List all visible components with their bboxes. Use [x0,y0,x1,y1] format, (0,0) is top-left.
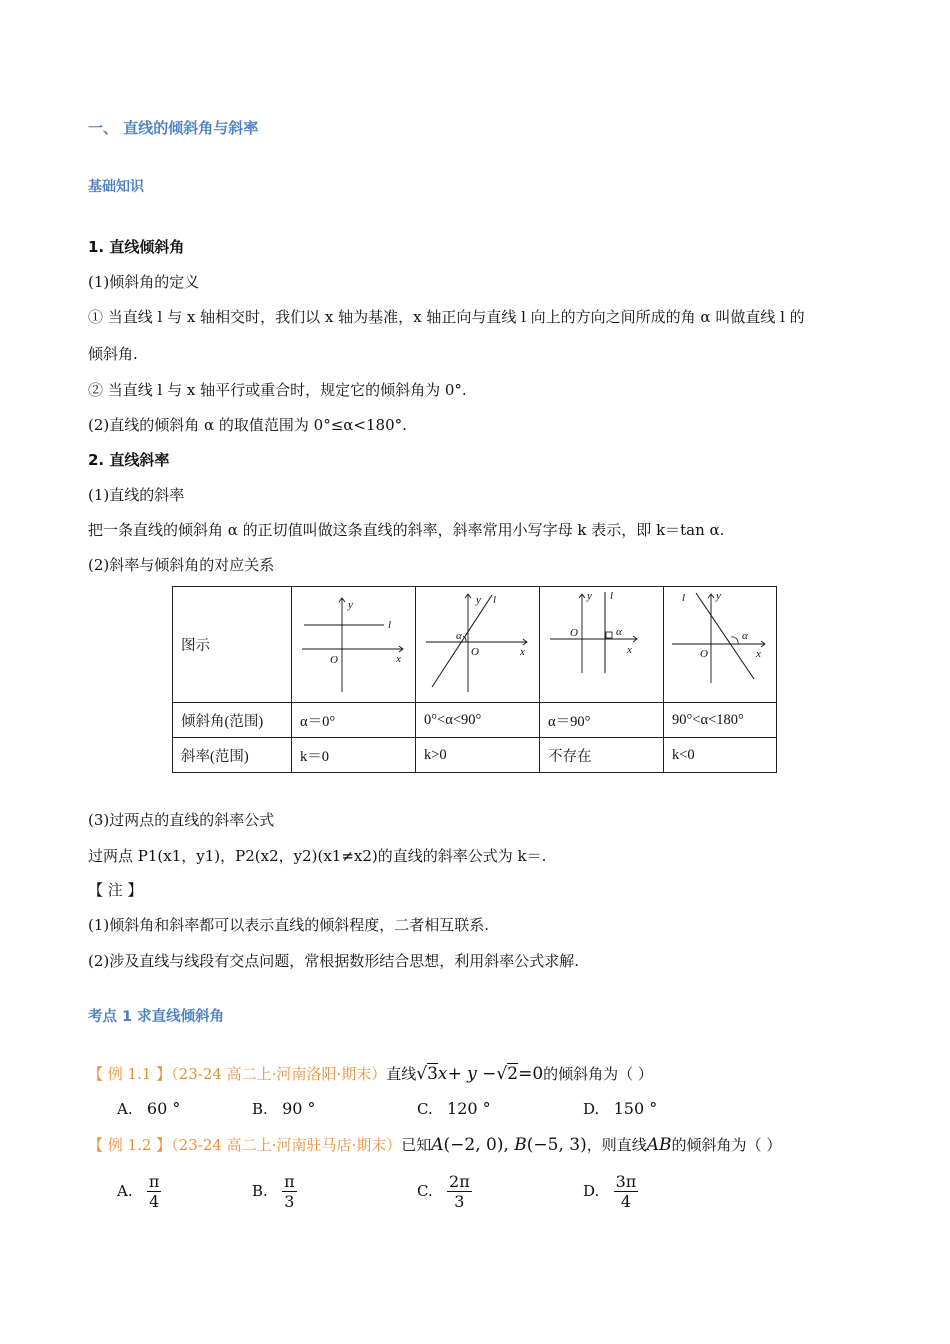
fig3-o-label: O [570,627,578,639]
fig3-x-label: x [627,644,632,656]
example-1-1 [88,1063,653,1084]
option-value: 120 ° [447,1099,491,1118]
angle-cell-3: α＝90° [540,703,664,738]
option-fraction: $\frac{3\pi}{4}$ [615,1172,637,1211]
ex2-option-c[interactable] [417,1172,472,1212]
fig4-l-label: l [682,592,686,604]
sqrt-icon: √ [496,1064,508,1084]
kp2-relation-label: (2)斜率与倾斜角的对应关系 [88,556,275,574]
ex2-post2: 的倾斜角为（ ） [671,1136,782,1154]
figure-cell-vertical [540,587,664,703]
fig3-alpha-label: α [616,626,622,638]
option-letter: B. [252,1182,268,1200]
slope-angle-table [172,586,777,773]
ex1-option-a[interactable] [117,1099,180,1118]
ex2-post: ，则直线 [586,1136,647,1154]
figure-cell-horizontal [292,587,416,703]
fig1-x-label: x [396,653,401,665]
ex2-point-a-coords: (−2, 0) [443,1135,504,1155]
ex1-mid2: + y − [447,1064,497,1084]
kp1-item1-line1: ① 当直线 l 与 x 轴相交时，我们以 x 轴为基准，x 轴正向与直线 l 向上的方向之间所成的角 α 叫做直线 l 的 [88,308,805,326]
fig2-y-label: y [476,594,481,606]
slope-cell-1: k＝0 [292,738,416,773]
fig1-l-label: l [388,619,392,631]
ex2-option-b[interactable] [252,1172,297,1212]
kaodian-title: 考点 1 求直线倾斜角 [88,1009,225,1025]
ex1-rad1: 3 [427,1064,438,1084]
kp1-item2: ② 当直线 l 与 x 轴平行或重合时，规定它的倾斜角为 0°. [88,381,467,399]
ex1-tag: 【 例 1.1 】 [88,1065,172,1083]
angle-cell-1: α＝0° [292,703,416,738]
fig4-y-label: y [716,590,721,602]
ex1-pre: 直线 [386,1065,417,1083]
option-letter: D. [583,1182,600,1200]
option-letter: C. [417,1182,433,1200]
option-letter: B. [252,1100,268,1118]
ex2-point-b: B [514,1135,527,1155]
figure-acute-line [416,587,539,697]
fig4-o-label: O [700,648,708,660]
ex2-tag: 【 例 1.2 】 [88,1136,172,1154]
option-value: 150 ° [613,1099,658,1118]
ex1-post: 的倾斜角为（ ） [543,1065,653,1083]
ex1-mid3: =0 [518,1064,544,1084]
ex2-option-a[interactable] [117,1172,161,1212]
option-value: 90 ° [282,1099,316,1118]
option-letter: A. [117,1100,133,1118]
ex1-option-b[interactable] [252,1099,316,1118]
fig4-x-label: x [756,648,761,660]
row-label-slope: 斜率(范围) [173,738,292,773]
option-fraction: $\frac{2\pi}{3}$ [449,1172,470,1211]
slope-cell-3: 不存在 [540,738,664,773]
slope-cell-4: k<0 [664,738,777,773]
kp2-slope-def: 把一条直线的倾斜角 α 的正切值叫做这条直线的斜率，斜率常用小写字母 k 表示，即 k＝tan α. [88,521,725,539]
fig3-y-label: y [587,590,592,602]
ex1-rad2: 2 [507,1064,519,1084]
fig4-alpha-label: α [742,630,748,642]
formula-text: 过两点 P1(x1，y1)，P2(x2，y2)(x1≠x2)的直线的斜率公式为 k＝. [88,847,547,865]
row-label-figure: 图示 [173,587,292,703]
ex2-pre: 已知 [401,1136,432,1154]
figure-vertical-line [540,587,663,697]
kp1-range: (2)直线的倾斜角 α 的取值范围为 0°≤α<180°. [88,416,407,434]
option-fraction: $\frac{\pi}{3}$ [284,1172,295,1211]
ex2-option-d[interactable] [583,1172,638,1212]
kp1-item1-line2: 倾斜角. [88,345,138,363]
kp1-heading: 1. 直线倾斜角 [88,238,185,256]
figure-obtuse-line [664,587,776,697]
option-letter: D. [583,1100,600,1118]
section-title: 一、 直线的倾斜角与斜率 [88,119,259,137]
formula-label: (3)过两点的直线的斜率公式 [88,811,275,829]
fig2-l-label: l [493,594,497,606]
angle-cell-4: 90°<α<180° [664,703,777,738]
fig3-l-label: l [610,590,614,602]
ex2-source: （23-24 高二上·河南驻马店·期末） [171,1136,402,1154]
option-fraction: $\frac{\pi}{4}$ [148,1172,160,1211]
slope-cell-2: k>0 [416,738,540,773]
option-letter: A. [117,1182,133,1200]
ex2-point-a: A [431,1135,444,1155]
ex2-point-b-coords: (−5, 3) [526,1135,587,1155]
ex1-var-x: x [437,1064,448,1084]
ex1-source: （23-24 高二上·河南洛阳·期末） [171,1065,387,1083]
option-value: 60 ° [146,1099,181,1118]
row-label-angle: 倾斜角(范围) [173,703,292,738]
kp2-heading: 2. 直线斜率 [88,451,170,469]
angle-cell-2: 0°<α<90° [416,703,540,738]
ex2-line-ab: AB [646,1135,672,1155]
section-subtitle: 基础知识 [88,179,144,195]
fig2-x-label: x [520,646,525,658]
fig2-alpha-label: α [456,630,462,642]
kp1-def-label: (1)倾斜角的定义 [88,273,200,291]
note-1: (1)倾斜角和斜率都可以表示直线的倾斜程度，二者相互联系. [88,916,490,934]
figure-cell-obtuse [664,587,777,703]
option-letter: C. [417,1100,433,1118]
figure-horizontal-line [292,587,415,697]
ex1-option-d[interactable] [583,1099,657,1118]
fig1-y-label: y [348,599,353,611]
example-1-2: 【 例 1.2 】（23-24 高二上·河南驻马店·期末）已知A(−2, 0), B(−5, 3)，则直线AB的倾斜角为（ ） [88,1135,782,1155]
notes-label: 【 注 】 [88,881,143,899]
figure-cell-acute [416,587,540,703]
note-2: (2)涉及直线与线段有交点问题，常根据数形结合思想，利用斜率公式求解. [88,952,580,970]
fig1-o-label: O [330,654,338,666]
sqrt-icon: √ [416,1064,428,1084]
ex1-option-c[interactable] [417,1099,491,1118]
fig2-o-label: O [471,646,479,658]
kp2-slope-label: (1)直线的斜率 [88,486,185,504]
